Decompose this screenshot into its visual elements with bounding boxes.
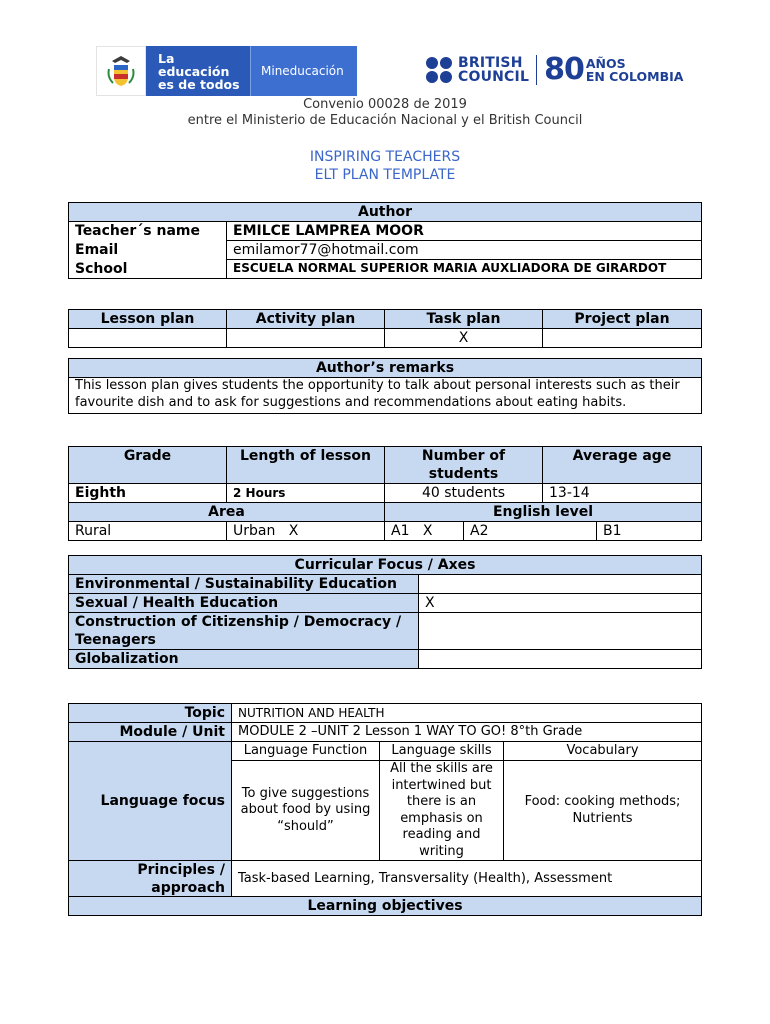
author-header: Author <box>69 203 702 222</box>
email-label: Email <box>69 241 227 260</box>
learning-objectives-header: Learning objectives <box>69 897 702 916</box>
grade-header: Grade <box>69 447 227 484</box>
curricular-focus-mark <box>419 650 702 669</box>
project-plan-mark <box>543 329 702 348</box>
module-value: MODULE 2 –UNIT 2 Lesson 1 WAY TO GO! 8°th Grade <box>232 723 702 742</box>
grade-value: Eighth <box>69 484 227 503</box>
average-age-header: Average age <box>543 447 702 484</box>
module-label: Module / Unit <box>69 723 232 742</box>
length-value: 2 Hours <box>227 484 385 503</box>
british-council-dots-icon <box>426 57 452 83</box>
topic-label: Topic <box>69 704 232 723</box>
curricular-focus-mark: X <box>419 594 702 613</box>
remarks-text: This lesson plan gives students the opportunity to talk about personal interests such as their favourite dish and to ask for suggestions and recommendations about eating habits. <box>69 378 702 414</box>
principles-value: Task-based Learning, Transversality (Health), Assessment <box>232 861 702 898</box>
school-label: School <box>69 260 227 279</box>
lesson-plan-mark <box>69 329 227 348</box>
length-header: Length of lesson <box>227 447 385 484</box>
curricular-focus-header: Curricular Focus / Axes <box>69 556 702 575</box>
anniversary-label: AÑOS EN COLOMBIA <box>585 56 684 84</box>
teacher-name-label: Teacher´s name <box>69 222 227 241</box>
british-council-label: BRITISH COUNCIL <box>458 55 530 85</box>
teacher-name-value: EMILCE LAMPREA MOOR <box>227 222 702 241</box>
activity-plan-mark <box>227 329 385 348</box>
language-focus-label: Language focus <box>69 742 232 861</box>
topic-table <box>68 703 702 898</box>
colombia-coat-of-arms-icon <box>96 46 146 96</box>
activity-plan-header: Activity plan <box>227 310 385 329</box>
level-a2: A2 <box>464 522 597 541</box>
language-skills-header: Language skills <box>380 742 504 761</box>
task-plan-header: Task plan <box>385 310 543 329</box>
plan-type-table <box>68 309 702 348</box>
anniversary-number: 80 <box>544 52 584 87</box>
vocabulary-header: Vocabulary <box>504 742 702 761</box>
mineducacion-label: Mineducación <box>250 46 357 96</box>
curricular-focus-label: Construction of Citizenship / Democracy / Teenagers <box>69 613 419 650</box>
british-council-logo <box>426 54 683 86</box>
curricular-focus-label: Environmental / Sustainability Education <box>69 575 419 594</box>
mineducacion-logo <box>96 46 357 96</box>
level-b1: B1 <box>597 522 702 541</box>
logo-divider <box>536 55 537 85</box>
author-table <box>68 202 702 279</box>
remarks-header: Author’s remarks <box>69 359 702 378</box>
la-educacion-es-de-todos-label: La educación es de todos <box>146 46 250 96</box>
average-age-value: 13-14 <box>543 484 702 503</box>
english-level-header: English level <box>385 503 702 522</box>
curricular-focus-mark <box>419 575 702 594</box>
lesson-plan-header: Lesson plan <box>69 310 227 329</box>
number-students-header: Number of students <box>385 447 543 484</box>
school-value: ESCUELA NORMAL SUPERIOR MARIA AUXLIADORA DE GIRARDOT <box>227 260 702 279</box>
number-students-value: 40 students <box>385 484 543 503</box>
curricular-focus-label: Sexual / Health Education <box>69 594 419 613</box>
task-plan-mark: X <box>385 329 543 348</box>
area-header: Area <box>69 503 385 522</box>
curricular-focus-mark <box>419 613 702 650</box>
vocabulary-value: Food: cooking methods; Nutrients <box>504 761 702 861</box>
area-rural: Rural <box>69 522 227 541</box>
topic-value: NUTRITION AND HEALTH <box>232 704 702 723</box>
email-value: emilamor77@hotmail.com <box>227 241 702 260</box>
convenio-text: Convenio 00028 de 2019 entre el Ministerio de Educación Nacional y el British Council <box>187 97 583 128</box>
document-title: INSPIRING TEACHERS ELT PLAN TEMPLATE <box>309 149 461 183</box>
level-a1: A1 X <box>385 522 464 541</box>
grade-table <box>68 446 702 541</box>
language-skills-value: All the skills are intertwined but there is an emphasis on reading and writing <box>380 761 504 861</box>
project-plan-header: Project plan <box>543 310 702 329</box>
principles-label: Principles / approach <box>69 861 232 898</box>
language-function-value: To give suggestions about food by using “should” <box>232 761 380 861</box>
remarks-table <box>68 358 702 414</box>
language-function-header: Language Function <box>232 742 380 761</box>
curricular-focus-label: Globalization <box>69 650 419 669</box>
learning-objectives-table <box>68 896 702 916</box>
area-urban: Urban X <box>227 522 385 541</box>
curricular-focus-table <box>68 555 702 669</box>
